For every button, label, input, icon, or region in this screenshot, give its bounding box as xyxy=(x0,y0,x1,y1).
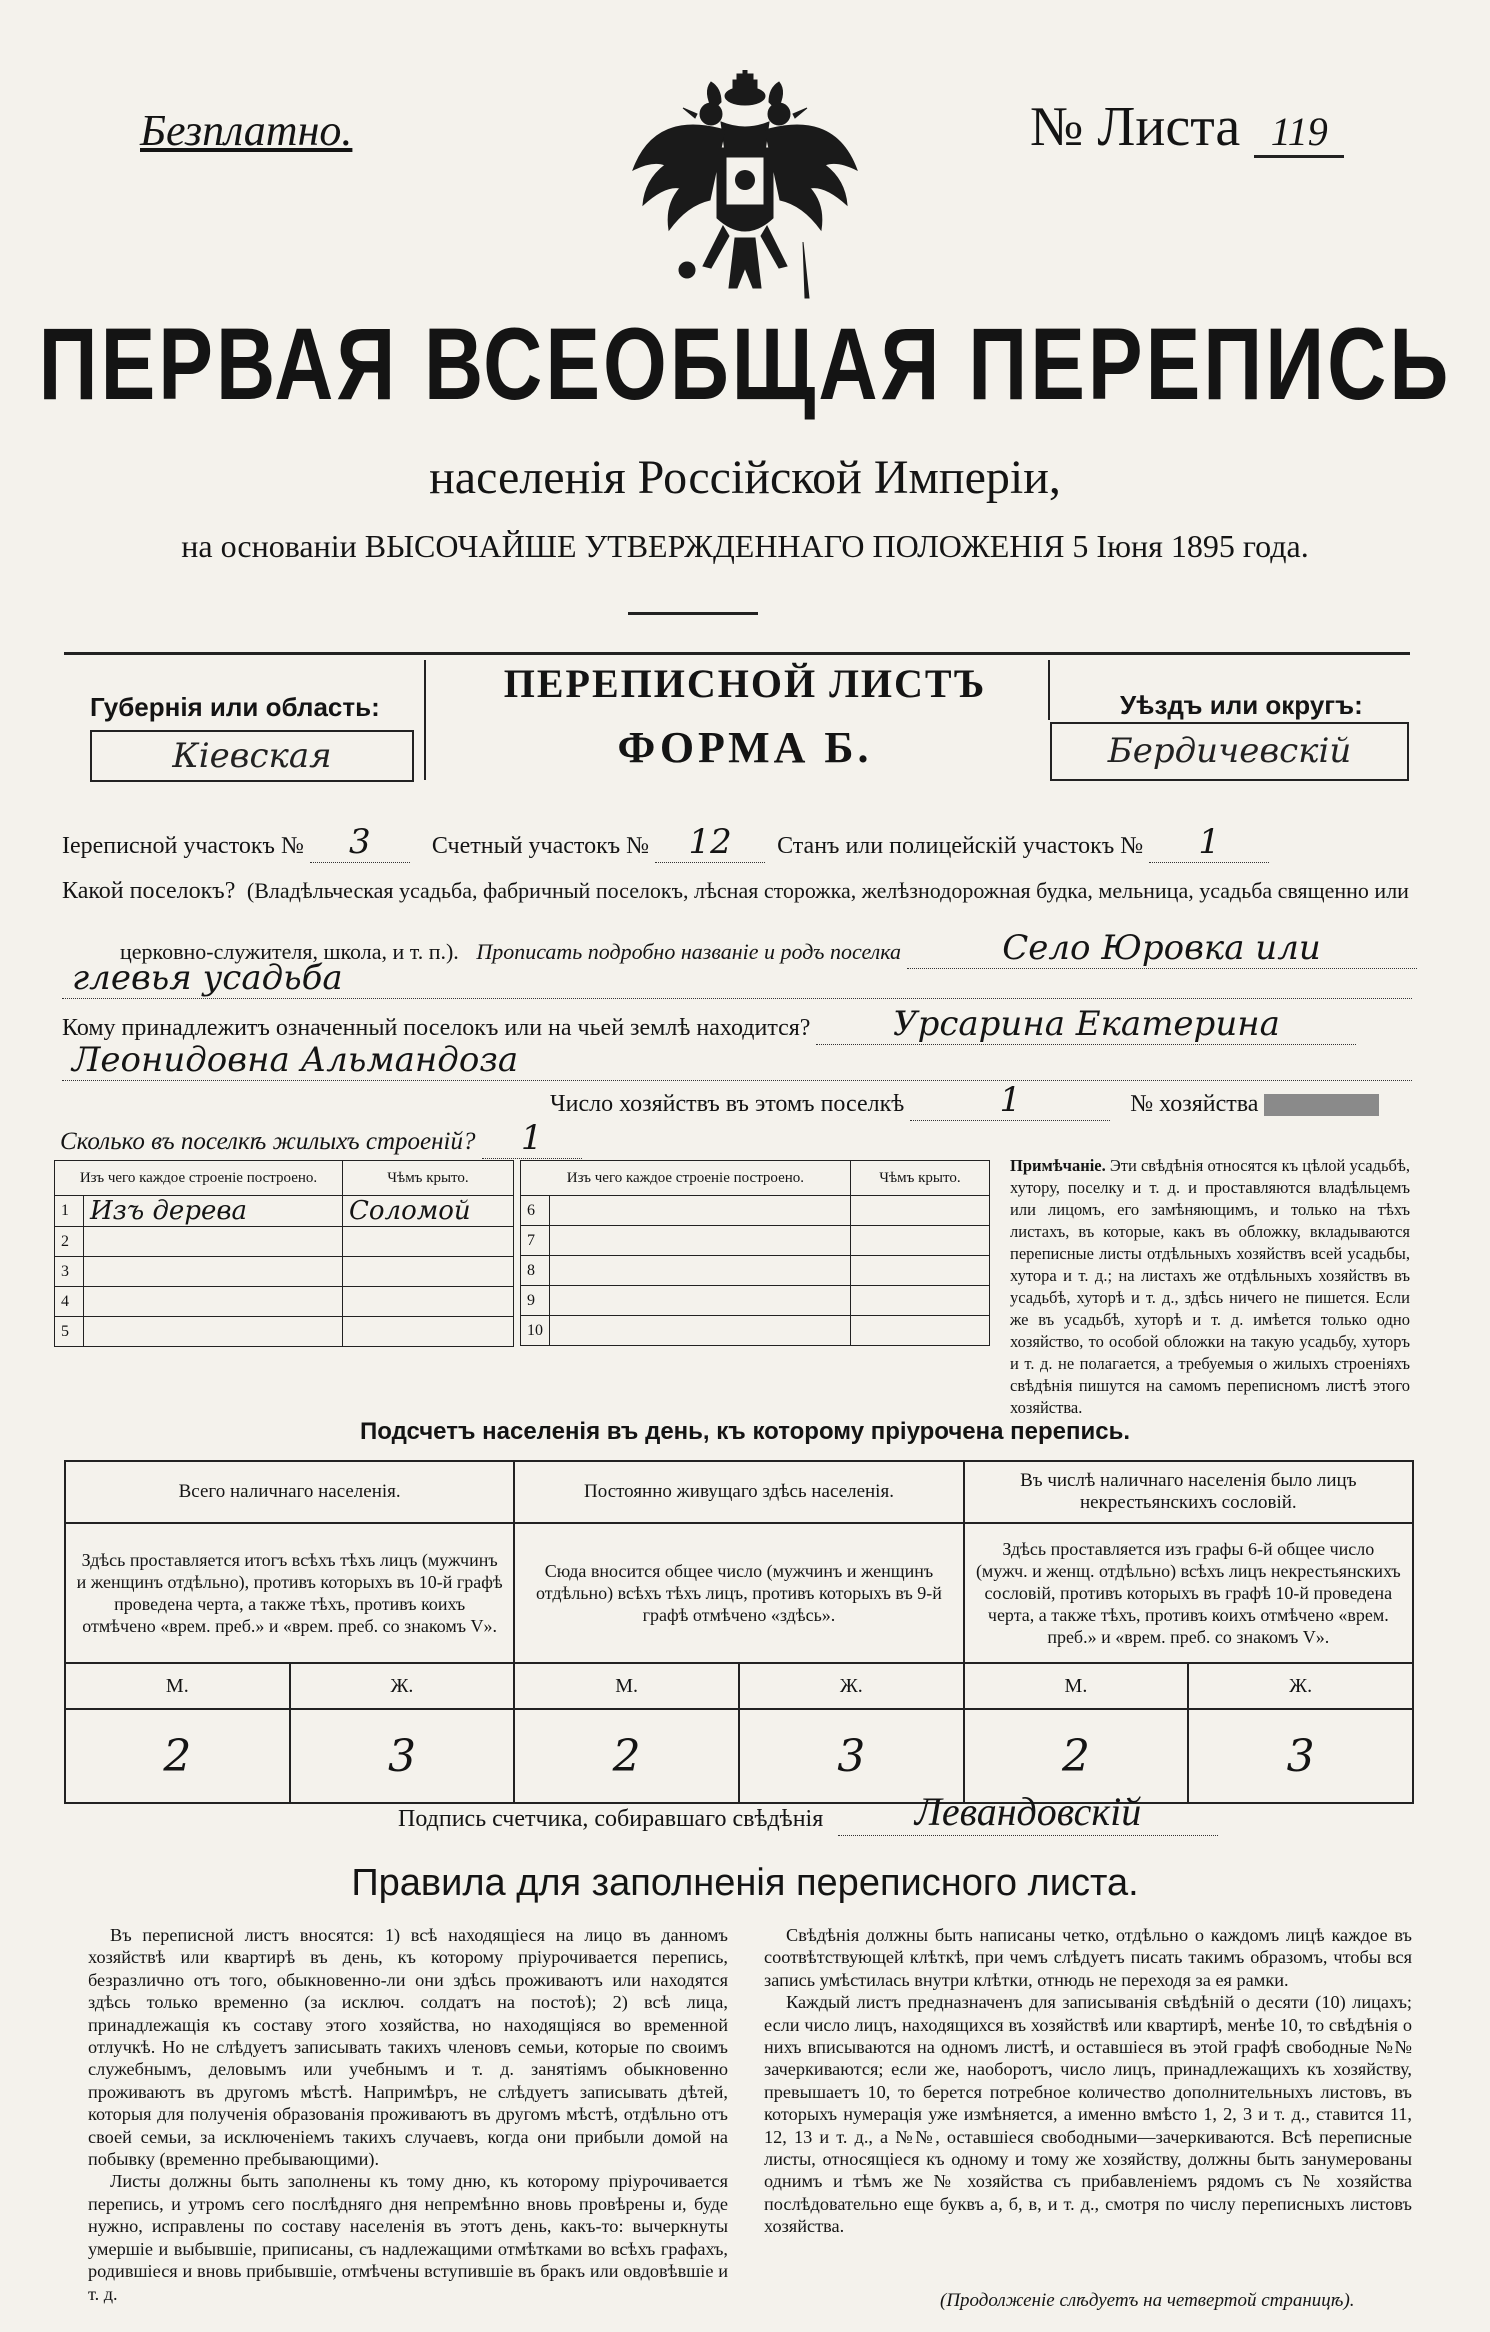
divider xyxy=(424,660,426,780)
roof-cell[interactable] xyxy=(850,1316,989,1346)
row-number: 2 xyxy=(55,1227,84,1257)
nonpeasant-male-field[interactable]: 2 xyxy=(964,1709,1189,1803)
material-cell[interactable] xyxy=(550,1196,851,1226)
settlement-row-3 xyxy=(62,958,1412,999)
legal-basis: на основаніи ВЫСОЧАЙШЕ УТВЕРЖДЕННАГО ПОЛОЖЕНІЯ 5 Іюня 1895 года. xyxy=(181,528,1309,564)
col-total-description: Здѣсь проставляется итогъ всѣхъ тѣхъ лицъ (мужчинъ и женщинъ отдѣльно), противъ которыхъ въ 10-й графѣ проведена черта, а также тѣхъ, противъ коихъ отмѣчено «врем. преб.» и «врем. преб. со знакомъ V». xyxy=(65,1523,514,1663)
buildings-field[interactable]: 1 xyxy=(482,1118,582,1159)
female-label: Ж. xyxy=(739,1663,964,1709)
households-row xyxy=(550,1080,1379,1121)
table-row xyxy=(521,1196,990,1226)
page-title: ПЕРВАЯ ВСЕОБЩАЯ ПЕРЕПИСЬ xyxy=(38,307,1452,422)
sheet-number-value: 119 xyxy=(1254,108,1344,158)
note-text: Эти свѣдѣнія относятся къ цѣлой усадьбѣ, хутору, поселку и т. д. и проставляются владѣльцемъ или лицомъ, его замѣняющимъ, и только на тѣхъ листахъ, въ которые, какъ въ обложку, вкладываются переписные листы отдѣльныхъ хозяйствъ всей усадьбы, хутора и т. д.; на листахъ же отдѣльныхъ хозяйствъ въ усадьбѣ, хуторѣ и т. д., здѣсь ничего не пишется. Если же въ усадьбѣ, хуторѣ и т. д. имѣется только одно хозяйство, то особой обложки на такую усадьбу, хуторъ и т. д. не полагается, а требуемыя о жилыхъ строеніяхъ свѣдѣнія пишутся на самомъ переписномъ листѣ этого хозяйства. xyxy=(1010,1156,1411,1417)
rules-left-column xyxy=(88,1924,728,2305)
sections-row xyxy=(62,822,1269,863)
roof-cell[interactable] xyxy=(342,1287,513,1317)
free-of-charge-label: Безплатно. xyxy=(140,106,353,155)
roof-cell[interactable]: Соломой xyxy=(342,1196,513,1227)
row-number: 5 xyxy=(55,1317,84,1347)
uezd-field[interactable]: Бердичевскій xyxy=(1050,722,1409,781)
continued-note: (Продолженіе слѣдуетъ на четвертой страницѣ). xyxy=(940,2290,1355,2311)
households-field[interactable]: 1 xyxy=(910,1080,1110,1121)
row-number: 10 xyxy=(521,1316,550,1346)
page-subtitle: населенія Россійской Имперіи, xyxy=(429,451,1061,504)
row-number: 1 xyxy=(55,1196,84,1227)
col-permanent-description: Сюда вносится общее число (мужчинъ и женщинъ отдѣльно) всѣхъ тѣхъ лицъ, противъ которыхъ въ 9-й графѣ отмѣчено «здѣсь». xyxy=(514,1523,963,1663)
uezd-label: Уѣздъ или округъ: xyxy=(1120,690,1363,720)
households-label: Число хозяйствъ въ этомъ поселкѣ xyxy=(550,1091,905,1117)
owner-label: Кому принадлежитъ означенный поселокъ или на чьей землѣ находится? xyxy=(62,1015,811,1041)
roof-cell[interactable] xyxy=(342,1257,513,1287)
rules-paragraph: Листы должны быть заполнены къ тому дню, къ которому пріурочивается перепись, и утромъ сего послѣдняго дня непремѣнно вновь провѣрены и, буде нужно, исправлены по составу населенія въ этотъ день, какъ-то: вычеркнуты умершіе и выбывшіе, приписаны, съ надлежащими отмѣтками во всѣхъ графахъ, родившіеся и вновь прибывшіе, отмѣчены вступившіе въ бракъ или овдовѣвшіе и т. д. xyxy=(88,2171,728,2304)
rules-right-column xyxy=(764,1924,1412,2238)
row-number: 9 xyxy=(521,1286,550,1316)
male-label: М. xyxy=(964,1663,1189,1709)
stan-label: Станъ или полицейскій участокъ № xyxy=(777,833,1144,859)
census-section-label: Іереписной участокъ № xyxy=(62,833,304,859)
nonpeasant-female-field[interactable]: 3 xyxy=(1188,1709,1413,1803)
signature-label: Подпись счетчика, собиравшаго свѣдѣнія xyxy=(398,1806,824,1832)
note-title: Примѣчаніе. xyxy=(1010,1156,1106,1175)
male-label: М. xyxy=(65,1663,290,1709)
settlement-row xyxy=(62,878,1409,905)
male-label: М. xyxy=(514,1663,739,1709)
table-row xyxy=(521,1226,990,1256)
col-permanent-header: Постоянно живущаго здѣсь населенія. xyxy=(514,1461,963,1523)
gubernia-field[interactable]: Кіевская xyxy=(90,730,414,782)
col-nonpeasant-description: Здѣсь проставляется изъ графы 6-й общее число (мужч. и женщ. отдѣльно) всѣхъ лицъ некрестьянскихъ сословій, противъ которыхъ въ графѣ 10-й проведена черта, а также тѣхъ, противъ коихъ отмѣчено «врем. преб.» и «врем. преб. со знакомъ V». xyxy=(964,1523,1413,1663)
owner-row xyxy=(62,1004,1356,1045)
material-cell[interactable] xyxy=(550,1316,851,1346)
col-roof-header: Чѣмъ крыто. xyxy=(342,1161,513,1196)
table-row xyxy=(55,1227,514,1257)
row-number: 7 xyxy=(521,1226,550,1256)
material-cell[interactable] xyxy=(550,1256,851,1286)
rules-paragraph: Каждый листъ предназначенъ для записыванія свѣдѣній о десяти (10) лицахъ; если число лицъ, находящихся въ хозяйствѣ или квартирѣ, менѣе 10, то свѣдѣнія о нихъ вписываются на одномъ листѣ, и оставшіеся въ этой графѣ свободные №№ зачеркиваются; если же, наоборотъ, число лицъ, принадлежащихъ къ хозяйству, превышаетъ 10, то берется потребное количество дополнительныхъ листовъ, въ которыхъ нумерація уже измѣняется, а именно вмѣсто 1, 2, 3 и т. д., ставится 11, 12, 13 и т. д., а №№, оставшіеся свободными—зачеркиваются. Всѣ переписные листы, относящіеся къ одному и тому же хозяйству, должны быть занумерованы однимъ и тѣмъ же № хозяйства съ прибавленіемъ рядомъ съ № хозяйства послѣдовательно еще буквъ а, б, в, и т. д., смотря по числу переписныхъ листовъ хозяйства. xyxy=(764,1992,1412,2237)
signature-field[interactable]: Левандовскій xyxy=(838,1788,1218,1836)
settlement-field[interactable]: Село Юровка или xyxy=(907,928,1417,969)
roof-cell[interactable] xyxy=(850,1226,989,1256)
population-table xyxy=(64,1460,1414,1804)
table-row xyxy=(55,1257,514,1287)
buildings-table-left xyxy=(54,1160,514,1347)
household-number-label: № хозяйства xyxy=(1130,1091,1259,1117)
title-divider xyxy=(628,612,758,615)
table-row xyxy=(55,1196,514,1227)
buildings-table-right xyxy=(520,1160,990,1346)
buildings-row xyxy=(60,1118,582,1159)
material-cell[interactable] xyxy=(84,1317,343,1347)
col-material-header: Изъ чего каждое строеніе построено. xyxy=(55,1161,343,1196)
female-label: Ж. xyxy=(290,1663,515,1709)
table-row xyxy=(521,1286,990,1316)
rules-title: Правила для заполненія переписного листа. xyxy=(351,1862,1139,1904)
form-title: ПЕРЕПИСНОЙ ЛИСТЪ xyxy=(503,661,987,706)
col-total-header: Всего наличнаго населенія. xyxy=(65,1461,514,1523)
col-roof-header: Чѣмъ крыто. xyxy=(850,1161,989,1196)
roof-cell[interactable] xyxy=(342,1317,513,1347)
household-number-redaction xyxy=(1264,1094,1379,1116)
rules-paragraph: Въ переписной листъ вносятся: 1) всѣ находящіеся на лицо въ данномъ хозяйствѣ или квартирѣ въ день, къ которому пріурочивается перепись, безразлично отъ того, обыкновенно-ли они здѣсь проживаютъ или находятся здѣсь только временно (за исключ. солдатъ на постоѣ); 2) всѣ лица, принадлежащія къ составу этого хозяйства, но находящіяся во временной отлучкѣ. Но не слѣдуетъ записывать такихъ членовъ семьи, которые по своимъ служебнымъ, деловымъ или учебнымъ и т. д. занятіямъ обыкновенно проживаютъ въ другомъ мѣстѣ. Напримѣръ, не слѣдуетъ записывать дѣтей, которыя для полученія образованія проживаютъ въ другомъ мѣстѣ, отдѣльно отъ своей семьи, за исключеніемъ такихъ случаевъ, когда они прибыли домой на побывку (временно пребывающими). xyxy=(88,1925,728,2170)
permanent-female-field[interactable]: 3 xyxy=(739,1709,964,1803)
buildings-note xyxy=(1010,1155,1410,1419)
gubernia-label: Губернія или область: xyxy=(90,692,380,722)
settlement-label: Какой поселокъ? xyxy=(62,878,236,904)
owner-field-continued[interactable]: Леонидовна Альмандоза xyxy=(62,1040,1412,1081)
table-row xyxy=(55,1317,514,1347)
count-section-label: Счетный участокъ № xyxy=(431,833,650,859)
rules-paragraph: Свѣдѣнія должны быть написаны четко, отдѣльно о каждомъ лицѣ каждое въ соотвѣтствующей клѣткѣ, при чемъ слѣдуетъ писать такимъ образомъ, чтобы вся запись умѣстилась внутри клѣтки, отнюдь не переходя за ея рамки. xyxy=(764,1925,1412,1990)
buildings-label: Сколько въ поселкѣ жилыхъ строеній? xyxy=(60,1128,476,1155)
sheet-number-label: № Листа xyxy=(1030,96,1241,158)
settlement-field-continued[interactable]: глевья усадьба xyxy=(62,958,1412,999)
settlement-hint: (Владѣльческая усадьба, фабричный поселокъ, лѣсная сторожка, желѣзнодорожная будка, мельница, усадьба священно или xyxy=(246,878,1409,903)
sheet-number xyxy=(1030,95,1344,159)
material-cell[interactable] xyxy=(550,1286,851,1316)
table-row xyxy=(521,1256,990,1286)
roof-cell[interactable] xyxy=(850,1196,989,1226)
total-female-field[interactable]: 3 xyxy=(290,1709,515,1803)
material-cell[interactable] xyxy=(84,1287,343,1317)
row-number: 6 xyxy=(521,1196,550,1226)
material-cell[interactable]: Изъ дерева xyxy=(84,1196,343,1227)
double-headed-eagle-icon xyxy=(625,70,865,310)
form-type: ФОРМА Б. xyxy=(617,723,873,772)
roof-cell[interactable] xyxy=(850,1256,989,1286)
census-section-field[interactable]: 3 xyxy=(310,822,410,863)
settlement-hint-2: церковно-служителя, школа, и т. п.). xyxy=(120,939,459,964)
table-row xyxy=(55,1287,514,1317)
permanent-male-field[interactable]: 2 xyxy=(514,1709,739,1803)
population-heading: Подсчетъ населенія въ день, къ которому пріурочена перепись. xyxy=(360,1418,1130,1445)
roof-cell[interactable] xyxy=(342,1227,513,1257)
owner-row-2 xyxy=(62,1040,1412,1081)
total-male-field[interactable]: 2 xyxy=(65,1709,290,1803)
table-row xyxy=(521,1316,990,1346)
col-nonpeasant-header: Въ числѣ наличнаго населенія было лицъ некрестьянскихъ сословій. xyxy=(964,1461,1413,1523)
row-number: 3 xyxy=(55,1257,84,1287)
row-number: 8 xyxy=(521,1256,550,1286)
female-label: Ж. xyxy=(1188,1663,1413,1709)
count-section-field[interactable]: 12 xyxy=(655,822,765,863)
material-cell[interactable] xyxy=(550,1226,851,1256)
col-material-header: Изъ чего каждое строеніе построено. xyxy=(521,1161,851,1196)
settlement-instruction: Прописать подробно названіе и родъ поселка xyxy=(476,939,902,964)
stan-field[interactable]: 1 xyxy=(1149,822,1269,863)
material-cell[interactable] xyxy=(84,1227,343,1257)
row-number: 4 xyxy=(55,1287,84,1317)
roof-cell[interactable] xyxy=(850,1286,989,1316)
owner-field[interactable]: Урсарина Екатерина xyxy=(816,1004,1356,1045)
material-cell[interactable] xyxy=(84,1257,343,1287)
